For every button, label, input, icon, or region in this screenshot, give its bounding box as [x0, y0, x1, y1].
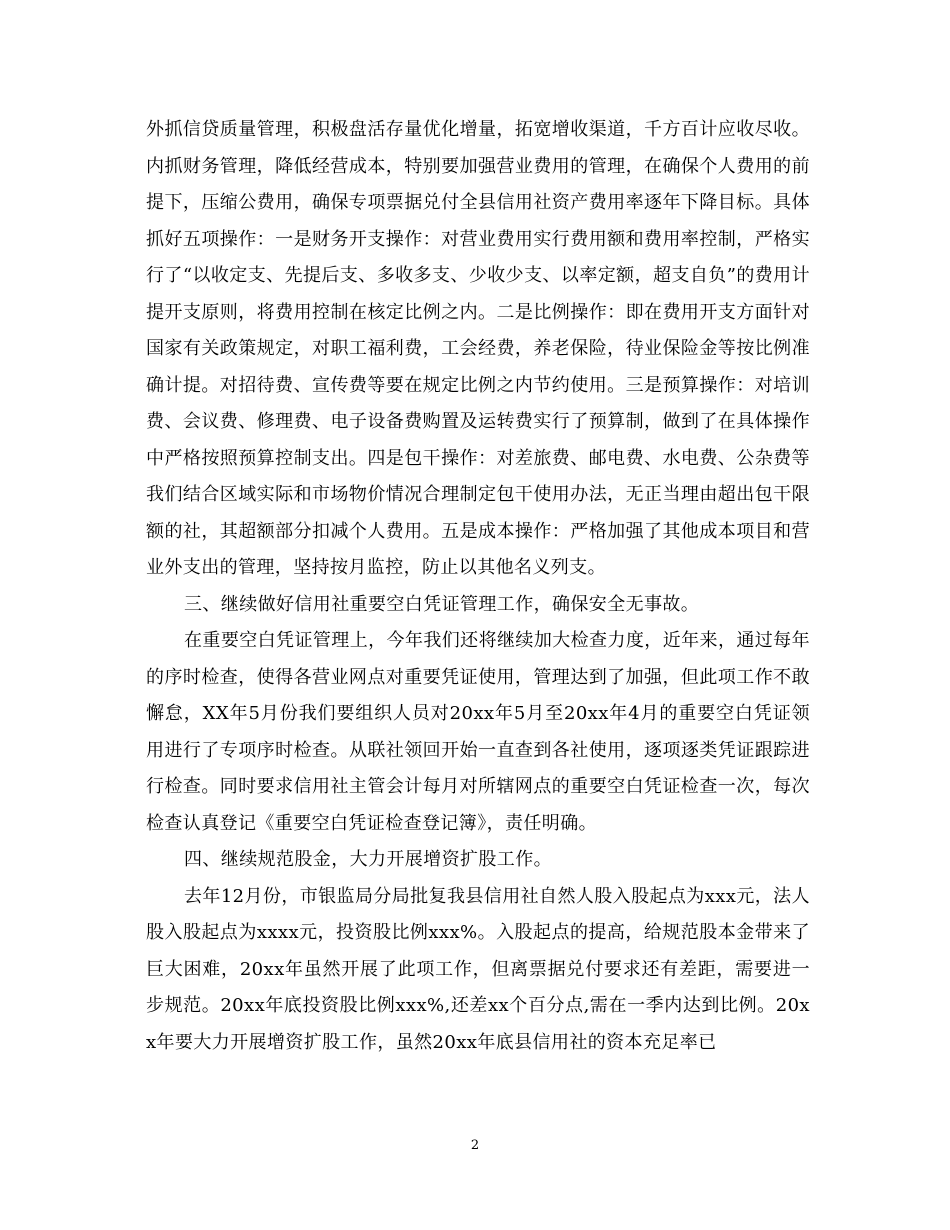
document-body [146, 112, 810, 1061]
paragraph-share-capital-expansion: 去年12月份，市银监局分局批复我县信用社自然人股入股起点为xxx元，法人股入股起点为xxxx元，投资股比例xxx%。入股起点的提高，给规范股本金带来了巨大困难，20xx年虽然开展了此项工作，但离票据兑付要求还有差距，需要进一步规范。20xx年底投资股比例xxx%,还差xx个百分点,需在一季内达到比例。20xx年要大力开展增资扩股工作，虽然20xx年底县信用社的资本充足率已 [146, 885, 810, 1053]
heading-blank-voucher-management: 三、继续做好信用社重要空白凭证管理工作，确保安全无事故。 [184, 593, 700, 615]
heading-share-capital: 四、继续规范股金，大力开展增资扩股工作。 [184, 849, 552, 870]
paragraph-finance-management: 外抓信贷质量管理，积极盘活存量优化增量，拓宽增收渠道，千方百计应收尽收。内抓财务管理，降低经营成本，特别要加强营业费用的管理，在确保个人费用的前提下，压缩公费用，确保专项票据兑付全县信用社资产费用率逐年下降目标。具体抓好五项操作：一是财务开支操作：对营业费用实行费用额和费用率控制，严格实行了“以收定支、先提后支、多收多支、少收少支、以率定额，超支自负”的费用计提开支原则，将费用控制在核定比例之内。二是比例操作：即在费用开支方面针对国家有关政策规定，对职工福利费，工会经费，养老保险，待业保险金等按比例准确计提。对招待费、宣传费等要在规定比例之内节约使用。三是预算操作：对培训费、会议费、修理费、电子设备费购置及运转费实行了预算制，做到了在具体操作中严格按照预算控制支出。四是包干操作：对差旅费、邮电费、水电费、公杂费等我们结合区域实际和市场物价情况合理制定包干使用办法，无正当理由超出包干限额的社，其超额部分扣减个人费用。五是成本操作：严格加强了其他成本项目和营业外支出的管理，坚持按月监控，防止以其他名义列支。 [146, 119, 810, 578]
paragraph-blank-voucher-inspection: 在重要空白凭证管理上，今年我们还将继续加大检查力度，近年来，通过每年的序时检查，使得各营业网点对重要凭证使用，管理达到了加强，但此项工作不敢懈怠，XX年5月份我们要组织人员对20xx年5月至20xx年4月的重要空白凭证领用进行了专项序时检查。从联社领回开始一直查到各社使用，逐项逐类凭证跟踪进行检查。同时要求信用社主管会计每月对所辖网点的重要空白凭证检查一次，每次检查认真登记《重要空白凭证检查登记簿》，责任明确。 [146, 630, 810, 834]
page-number: 2 [470, 1138, 480, 1153]
